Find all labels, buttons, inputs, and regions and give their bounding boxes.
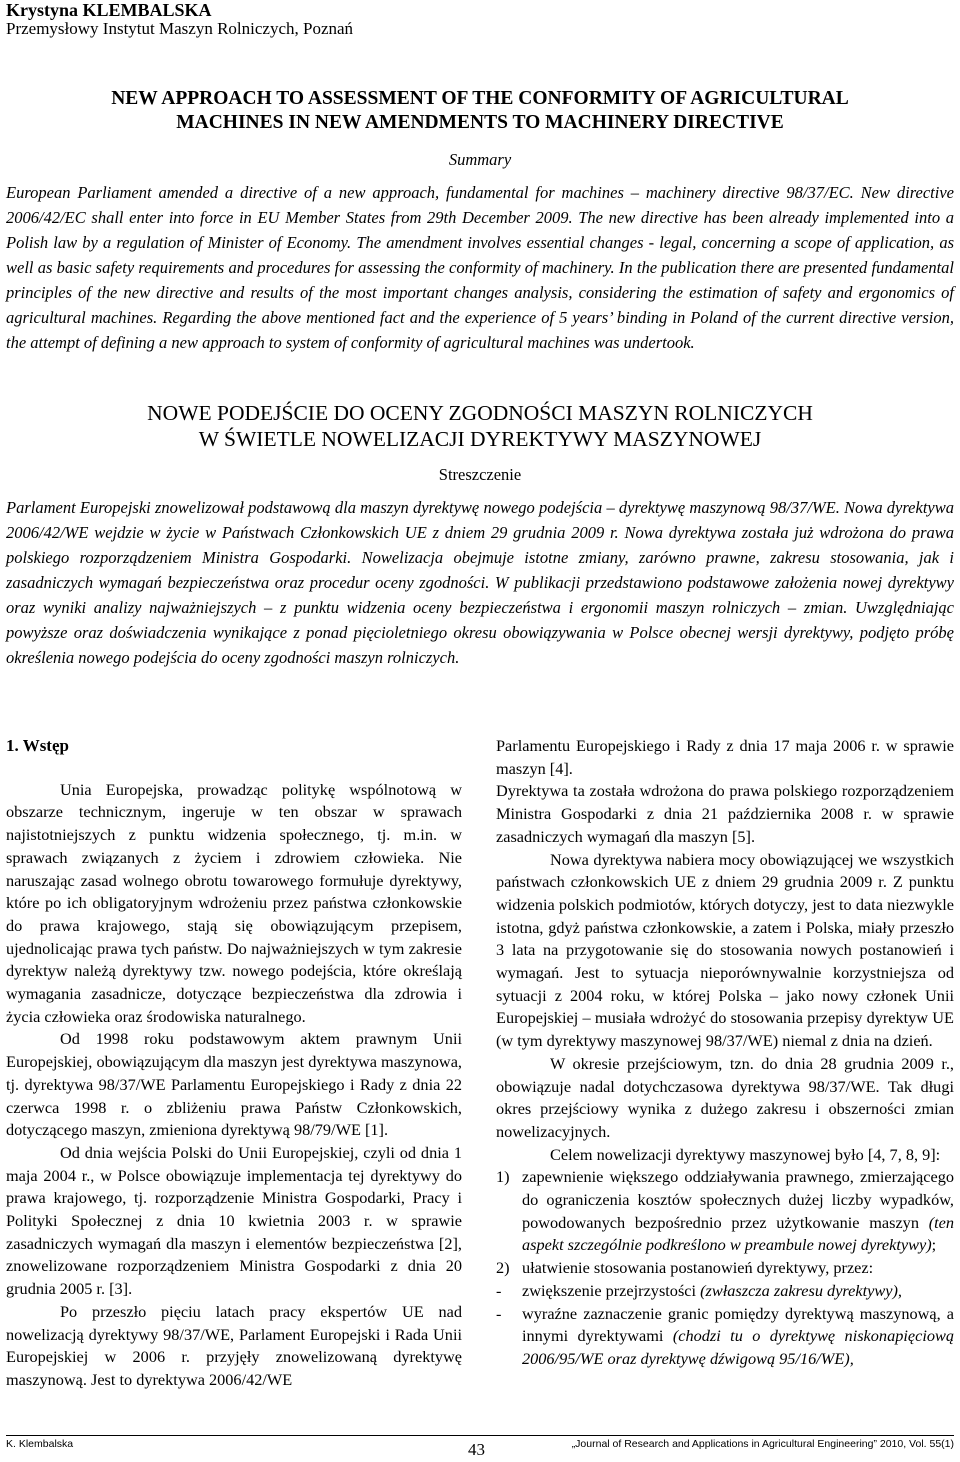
list-text: zapewnienie większego oddziaływania prawnego, zmierzającego do ograniczenia kosztów społecznych dużej liczby wypadków, powodowanych bezpośrednio przez użytkowanie maszyn [522,1167,954,1232]
dash-bullet: - [496,1280,502,1300]
paragraph: W okresie przejściowym, tzn. do dnia 28 grudnia 2009 r., obowiązuje nadal dotychczasowa dyrektywa 98/37/WE. Tak długi okres przejściowy wynika z dużego zakresu i obszerności zmian nowelizacyjnych. [496,1053,954,1141]
list-item-1 [496,1166,954,1257]
list-text-end: ; [931,1235,937,1255]
author-name: Krystyna KLEMBALSKA [6,0,212,20]
summary-heading: Summary [448,150,512,169]
list-text: zwiększenie przejrzystości [522,1280,697,1300]
paragraph: Od dnia wejścia Polski do Unii Europejskiej, czyli od dnia 1 maja 2004 r., w Polsce obowiązuje implementacja tej dyrektywy do prawa krajowego, tj. rozporządzenie Ministra Gospodarki, Pracy i Polityki Społecznej z dnia 10 kwietnia 2003 r. w sprawie zasadniczych wymagań dla maszyn i elementów bezpieczeństwa [2], znowelizowane rozporządzeniem Ministra Gospodarki z dnia 20 grudnia 2005 r. [3]. [6,1142,462,1299]
author-institution: Przemysłowy Instytut Maszyn Rolniczych, Poznań [6,19,354,38]
streszczenie-heading: Streszczenie [438,465,522,484]
list-text: ułatwienie stosowania postanowień dyrektywy, przez: [522,1258,874,1278]
sub-list-item-2 [496,1303,954,1371]
paragraph: Unia Europejska, prowadząc politykę wspólnotową w obszarze technicznym, ingeruje w ten obszar w sprawach najistotniejszych z punktu widzenia społecznego, tj. m.in. w sprawach związanych z życiem i zdrowiem człowieka. Nie naruszając zasad wolnego obrotu towarowego formułuje dyrektywy, które po ich obligatoryjnym wdrożeniu przez państwa członkowskie do prawa krajowego, stają się obowiązującym przepisem, ujednolicając prawa tych państw. Do najważniejszych w tym zakresie dyrektyw należą dyrektywy tzw. nowego podejścia, które określają wymagania zasadnicze, dotyczące bezpieczeństwa dla zdrowia i życia człowieka oraz środowiska naturalnego. [6,779,462,1026]
english-title [30,87,930,135]
polish-summary: Parlament Europejski znowelizował podstawową dla maszyn dyrektywę nowego podejścia – dyrektywę maszynową 98/37/WE. Nowa dyrektywa 2006/42/WE wejdzie w życie w Państwach Członkowskich UE z dniem 29 grudnia 2009 r. Nowa dyrektywa została już wdrożona do prawa polskiego rozporządzeniem Ministra Gospodarki. Nowelizacja obejmuje istotne zmiany, zarówno prawne, zakresu stosowania, jak i zasadniczych wymagań bezpieczeństwa oraz procedur oceny zgodności. W publikacji przedstawiono podstawowe założenia nowej dyrektywy oraz wyniki analizy najważniejszych – z punktu widzenia oceny bezpieczeństwa i ergonomii maszyn rolniczych – zmian. Uwzględniając powyższe oraz doświadczenia wynikające z ponad pięcioletniego okresu obowiązywania w Polsce obecnej wersji dyrektywy, podjęto próbę określenia nowego podejścia do oceny zgodności maszyn rolniczych. [6,498,954,667]
english-title-line-2: MACHINES IN NEW AMENDMENTS TO MACHINERY DIRECTIVE [176,112,784,133]
paragraph-continuation: Parlamentu Europejskiego i Rady z dnia 17 maja 2006 r. w sprawie maszyn [4]. [496,736,954,778]
paragraph: Nowa dyrektywa nabiera mocy obowiązującej we wszystkich państwach członkowskich UE z dniem 29 grudnia 2009 r. Z punktu widzenia polskich podmiotów, których dotyczy, jest to data niezwykle istotna, gdyż państwa członkowskie, a zatem i Polska, miały przeszło 3 lata na przygotowanie się do stosowania nowych postanowień i wymagań. Jest to sytuacja nieporównywalnie korzystniejsza od sytuacji z 2004 roku, w której Polska – jako nowy członek Unii Europejskiej – musiała wdrożyć do stosowania przepisy dyrektyw UE (w tym dyrektywy maszynowej 98/37/WE) niemal z dnia na dzień. [496,849,954,1051]
left-column [6,735,462,1392]
polish-title-line-1: NOWE PODEJŚCIE DO OCENY ZGODNOŚCI MASZYN ROLNICZYCH [147,401,813,425]
paragraph: Od 1998 roku podstawowym aktem prawnym Unii Europejskiej, obowiązującym dla maszyn jest dyrektywa maszynowa, tj. dyrektywa 98/37/WE Parlamentu Europejskiego i Rady z dnia 22 czerwca 1998 r. o zbliżeniu prawa Państw Członkowskich, dotyczącego maszyn, zmieniona dyrektywą 98/79/WE [1]. [6,1029,462,1140]
list-text-italic: (chodzi tu o dyrektywę niskonapięciową 2006/95/WE oraz dyrektywę dźwigową 95/16/WE), [522,1326,954,1368]
list-text-italic: (ten aspekt szczególnie podkreślono w preambule nowej dyrektywy) [522,1212,955,1255]
list-item-2 [496,1257,954,1280]
right-column [496,735,954,1371]
list-text: wyraźne zaznaczenie granic pomiędzy dyrektywą maszynową, a innymi dyrektywami [522,1303,954,1346]
dash-bullet: - [496,1303,502,1323]
polish-title-line-2: W ŚWIETLE NOWELIZACJI DYREKTYWY MASZYNOWEJ [198,427,762,451]
polish-title [30,400,930,452]
paragraph: Dyrektywa ta została wdrożona do prawa polskiego rozporządzeniem Ministra Gospodarki z dnia 21 października 2008 r. w sprawie zasadniczych wymagań dla maszyn [5]. [496,781,954,846]
footer-author: K. Klembalska [6,1438,74,1450]
list-number: 2) [496,1258,510,1278]
paragraph: Po przeszło pięciu latach pracy ekspertów UE nad nowelizacją dyrektywy 98/37/WE, Parlament Europejski i Rada Unii Europejskiej w 2006 r. przyjęły znowelizowaną dyrektywę maszynową. Jest to dyrektywa 2006/42/WE [6,1301,462,1389]
footer-rule [6,1435,954,1436]
paragraph: Celem nowelizacji dyrektywy maszynowej było [4, 7, 8, 9]: [550,1144,941,1164]
footer-journal: „Journal of Research and Applications in Agricultural Engineering” 2010, Vol. 55(1) [571,1438,954,1450]
section-heading: 1. Wstęp [6,736,69,755]
sub-list-item-1 [496,1280,954,1303]
english-summary: European Parliament amended a directive of a new approach, fundamental for machines – machinery directive 98/37/EC. New directive 2006/42/EC shall enter into force in EU Member States from 29th December 2009. The new directive has been already implemented into a Polish law by a regulation of Minister of Economy. The amendment involves essential changes - legal, concerning a scope of application, as well as basic safety requirements and procedures for assessing the conformity of machinery. In the publication there are presented fundamental principles of the new directive and results of the most important changes analysis, considering the estimation of safety and ergonomics of agricultural machines. Regarding the above mentioned fact and the experience of 5 years’ binding in Poland of the current directive version, the attempt of defining a new approach to system of conformity of agricultural machines was undertook. [6,183,954,352]
english-title-line-1: NEW APPROACH TO ASSESSMENT OF THE CONFORMITY OF AGRICULTURAL [111,88,849,109]
list-text-italic: (zwłaszcza zakresu dyrektywy), [700,1280,902,1300]
page-number: 43 [468,1440,485,1459]
list-number: 1) [496,1167,510,1187]
